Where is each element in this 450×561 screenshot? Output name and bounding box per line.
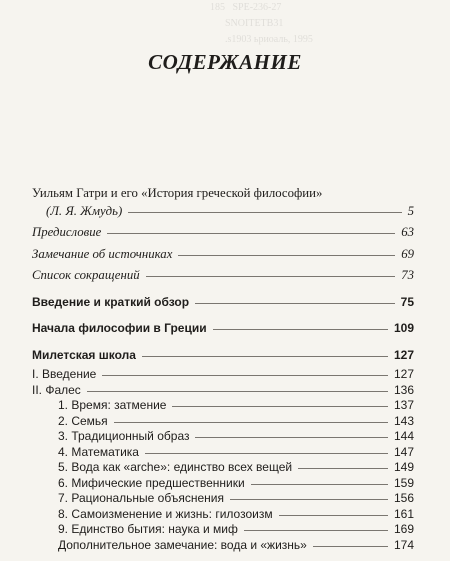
toc-entry <box>32 367 414 383</box>
toc-entry <box>32 268 414 284</box>
toc-entry-page: 161 <box>393 506 414 521</box>
toc-entry <box>32 476 414 492</box>
toc-entry <box>32 414 414 430</box>
toc-entry-title: 7. Рациональные объяснения <box>58 491 224 505</box>
toc-entry-page: 109 <box>393 321 414 335</box>
toc-entry-title: 3. Традиционный образ <box>58 429 190 443</box>
toc-entry <box>32 225 414 241</box>
toc-entry-page: 149 <box>393 460 414 474</box>
toc-entry-title: 8. Самоизменение и жизнь: гилозоизм <box>58 506 273 521</box>
toc-entry <box>32 507 414 523</box>
toc-entry-title: 6. Мифические предшественники <box>58 475 245 490</box>
toc-entry-page: 169 <box>393 522 414 536</box>
toc-entry-page: 63 <box>401 225 414 239</box>
toc-entry-title: Список сокращений <box>32 268 140 282</box>
toc-entry <box>32 186 414 202</box>
toc-entry <box>32 321 414 337</box>
toc-entry-title: Начала философии в Греции <box>32 321 207 335</box>
toc-leader-line <box>87 391 388 392</box>
toc-entry-title: 1. Время: затмение <box>58 398 167 412</box>
bleed-through-top: 185 SPE-236-27 SNOITETB31 .s1903 ьриоаль, 1995 <box>210 2 313 45</box>
toc-entry-page: 5 <box>407 203 414 218</box>
toc-entry-title: 4. Математика <box>58 444 139 459</box>
toc-leader-line <box>178 255 395 256</box>
toc-leader-line <box>251 484 388 485</box>
toc-leader-line <box>142 356 388 357</box>
toc-leader-line <box>146 276 396 277</box>
toc-entry-page: 69 <box>401 246 414 261</box>
table-of-contents <box>32 186 414 553</box>
toc-entry-title: Дополнительное замечание: вода и «жизнь» <box>58 537 307 552</box>
page-title: СОДЕРЖАНИЕ <box>148 50 302 75</box>
toc-entry-title: Замечание об источниках <box>32 246 173 261</box>
toc-leader-line <box>213 329 388 330</box>
toc-entry-page: 136 <box>393 382 414 397</box>
toc-leader-line <box>145 453 388 454</box>
toc-entry-page: 174 <box>393 537 414 552</box>
toc-entry <box>32 429 414 445</box>
toc-entry-title: Введение и краткий обзор <box>32 294 190 309</box>
toc-entry-title: Уильям Гатри и его «История греческой философии» <box>32 186 323 200</box>
toc-entry <box>32 538 414 554</box>
toc-entry-title: (Л. Я. Жмудь) <box>46 203 123 218</box>
toc-entry-title: 2. Семья <box>58 413 108 428</box>
toc-entry-page: 75 <box>400 294 414 309</box>
toc-leader-line <box>313 546 388 547</box>
toc-leader-line <box>102 375 388 376</box>
toc-leader-line <box>107 233 395 234</box>
toc-entry-title: I. Введение <box>32 367 97 381</box>
toc-entry-title: II. Фалес <box>32 382 81 397</box>
toc-entry-page: 127 <box>393 367 414 381</box>
toc-entry-page: 159 <box>393 475 414 490</box>
toc-entry <box>32 348 414 364</box>
toc-leader-line <box>172 406 388 407</box>
toc-entry-page: 73 <box>401 268 414 282</box>
toc-entry-page: 143 <box>393 413 414 428</box>
toc-leader-line <box>195 437 387 438</box>
toc-entry-title: Милетская школа <box>32 347 136 362</box>
toc-leader-line <box>244 530 388 531</box>
toc-entry-title: Предисловие <box>32 225 102 239</box>
toc-entry-title: 5. Вода как «arche»: единство всех вещей <box>58 460 293 474</box>
toc-leader-line <box>114 422 388 423</box>
toc-entry-title: 9. Единство бытия: наука и миф <box>58 522 238 536</box>
toc-leader-line <box>298 468 388 469</box>
toc-entry <box>32 445 414 461</box>
toc-leader-line <box>279 515 388 516</box>
toc-entry <box>32 491 414 507</box>
toc-entry-page: 144 <box>393 429 414 443</box>
toc-leader-line <box>128 212 401 213</box>
toc-entry <box>32 295 414 311</box>
toc-entry-page: 127 <box>393 347 414 362</box>
toc-leader-line <box>195 303 395 304</box>
toc-entry <box>32 383 414 399</box>
toc-entry-page: 147 <box>393 444 414 459</box>
toc-entry <box>32 460 414 476</box>
toc-leader-line <box>230 499 388 500</box>
toc-entry <box>32 398 414 414</box>
toc-entry-page: 156 <box>393 491 414 505</box>
toc-entry <box>32 247 414 263</box>
toc-entry-page: 137 <box>393 398 414 412</box>
toc-entry <box>32 522 414 538</box>
toc-entry <box>32 204 414 220</box>
